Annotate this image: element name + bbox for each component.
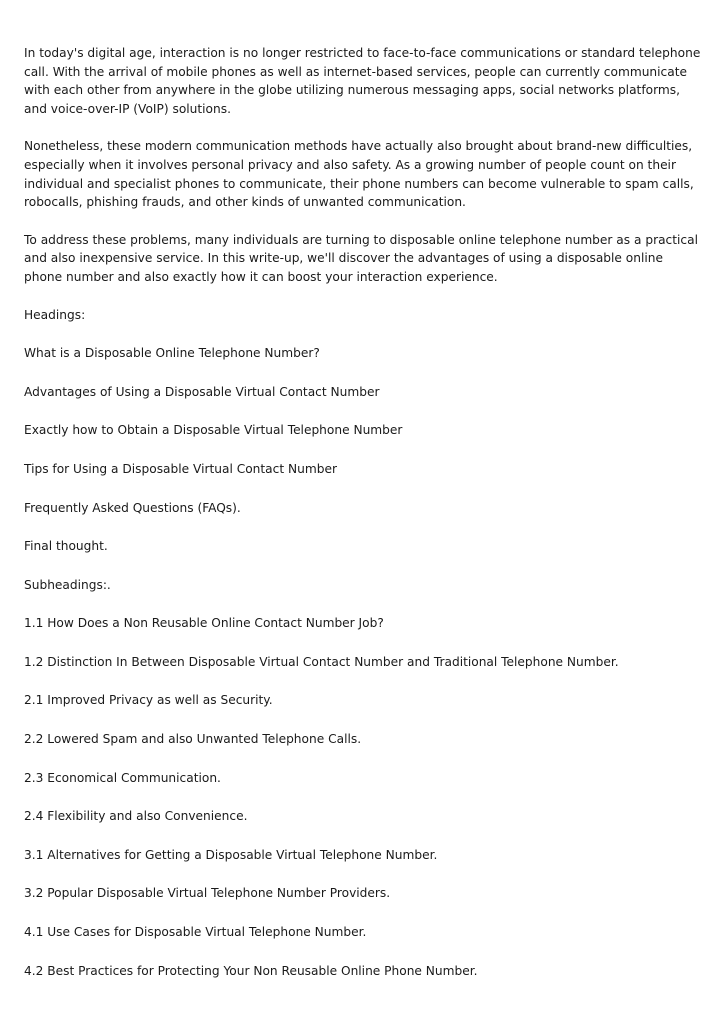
heading-item: Advantages of Using a Disposable Virtual Contact Number [24, 384, 380, 399]
challenges-paragraph: Nonetheless, these modern communication methods have actually also brought about brand-new difficulties, especially when it involves personal privacy and also safety. As a growing number of people count on their individual and specialist phones to communicate, their phone numbers can become vulnerable to spam calls, robocalls, phishing frauds, and other kinds of unwanted communication. [24, 139, 694, 210]
subheading-item: 2.2 Lowered Spam and also Unwanted Telephone Calls. [24, 732, 362, 747]
subheading-item: 4.2 Best Practices for Protecting Your Non Reusable Online Phone Number. [24, 963, 478, 978]
headings-label: Headings: [24, 307, 86, 322]
solution-paragraph: To address these problems, many individuals are turning to disposable online telephone number as a practical and also inexpensive service. In this write-up, we'll discover the advantages of using a disposable online phone number and also exactly how it can boost your interaction experience. [24, 232, 698, 284]
heading-item: Exactly how to Obtain a Disposable Virtual Telephone Number [24, 423, 403, 438]
subheading-item: 1.1 How Does a Non Reusable Online Contact Number Job? [24, 616, 384, 631]
subheading-item: 3.2 Popular Disposable Virtual Telephone Number Providers. [24, 886, 391, 901]
subheading-item: 2.3 Economical Communication. [24, 770, 221, 785]
subheading-item: 2.4 Flexibility and also Convenience. [24, 809, 248, 824]
heading-item: Tips for Using a Disposable Virtual Contact Number [24, 461, 337, 476]
heading-item: What is a Disposable Online Telephone Number? [24, 346, 320, 361]
heading-item: Final thought. [24, 539, 108, 554]
subheading-item: 1.2 Distinction In Between Disposable Virtual Contact Number and Traditional Telephone Number. [24, 654, 619, 669]
heading-item: Frequently Asked Questions (FAQs). [24, 500, 241, 515]
intro-paragraph: In today's digital age, interaction is no longer restricted to face-to-face communications or standard telephone call. With the arrival of mobile phones as well as internet-based services, people can currently communicate with each other from anywhere in the globe utilizing numerous messaging apps, social networks platforms, and voice-over-IP (VoIP) solutions. [24, 46, 701, 116]
subheading-item: 4.1 Use Cases for Disposable Virtual Telephone Number. [24, 925, 367, 940]
subheading-item: 2.1 Improved Privacy as well as Security. [24, 693, 273, 708]
subheadings-label: Subheadings:. [24, 577, 111, 592]
subheading-item: 3.1 Alternatives for Getting a Disposable Virtual Telephone Number. [24, 847, 438, 862]
